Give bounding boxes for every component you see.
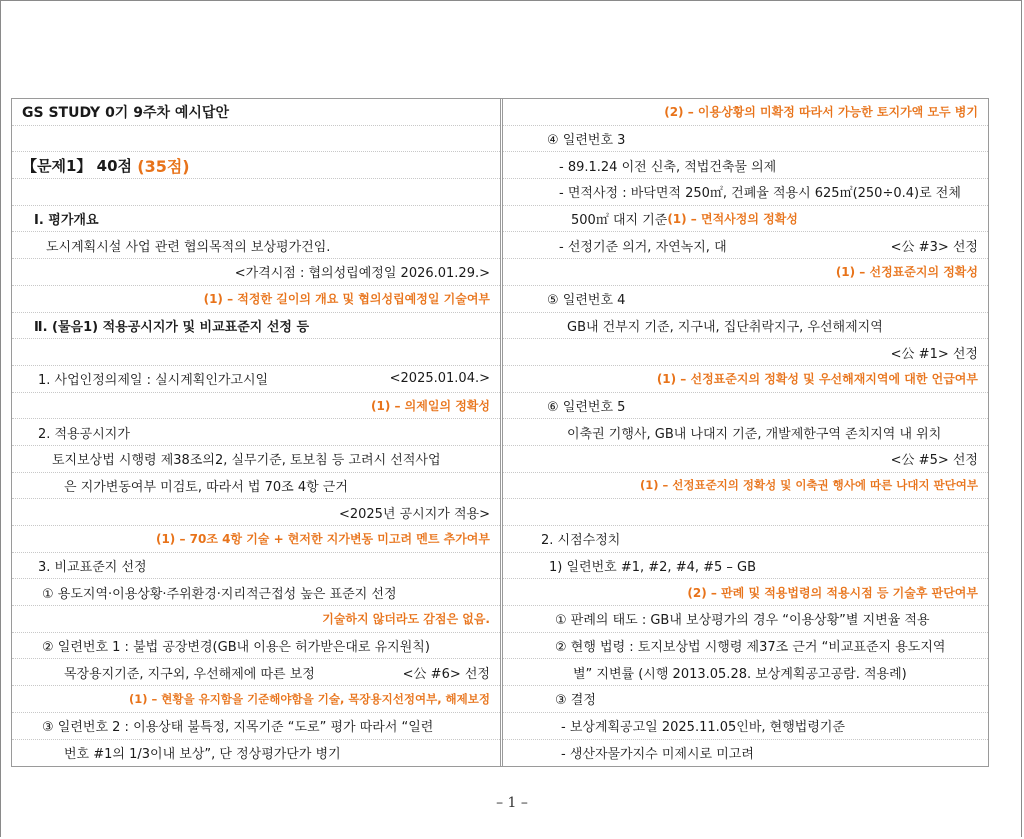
grading-note: 기술하지 않더라도 감점은 없음. [12,606,500,633]
question-heading [12,152,500,179]
body-line: 번호 #1의 1/3이내 보상”, 단 정상평가단가 병기 [64,747,341,763]
body-line: 1) 일련번호 #1, #2, #4, #5 – GB [503,553,988,580]
body-line: <2025년 공시지가 적용> [12,499,500,526]
body-line: - 면적사정 : 바닥면적 250㎡, 건폐율 적용시 625㎡(250÷0.4)로 전체 [503,179,988,206]
section-heading: Ⅱ. (물음1) 적용공시지가 및 비교표준지 선정 등 [12,313,500,340]
body-line: ② 현행 법령 : 토지보상법 시행령 제37조 근거 “비교표준지 용도지역 [503,633,988,660]
blank-row [12,339,500,366]
subsection-heading: 3. 비교표준지 선정 [12,553,500,580]
grading-note: (1) – 선정표준지의 정확성 [503,259,988,286]
section-heading: Ⅰ. 평가개요 [12,206,500,233]
body-line: 별” 지변률 (시행 2013.05.28. 보상계획공고공람. 적용례) [503,659,988,686]
grading-note: (1) – 면적사정의 정확성 [667,212,798,227]
subsection-heading: 2. 적용공시지가 [12,419,500,446]
body-line: 이축권 기행사, GB내 나대지 기준, 개발제한구역 존치지역 내 위치 [503,419,988,446]
body-line: ⑥ 일련번호 5 [503,393,988,420]
body-line [503,206,988,233]
body-line: ⑤ 일련번호 4 [503,286,988,313]
body-line: ② 일련번호 1 : 불법 공장변경(GB내 이용은 허가받은대로 유지원칙) [12,633,500,660]
grading-note: (1) – 적정한 길이의 개요 및 협의성립예정일 기술여부 [12,286,500,313]
body-line: 은 지가변동여부 미검토, 따라서 법 70조 4항 근거 [12,473,500,500]
body-line: ① 판례의 태도 : GB내 보상평가의 경우 “이용상황”별 지변율 적용 [503,606,988,633]
body-line: <가격시점 : 협의성립예정일 2026.01.29.> [12,259,500,286]
body-pick: <公 #6> 선정 [402,666,490,682]
blank-row [12,126,500,153]
left-column [12,99,500,766]
blank-row [503,499,988,526]
grading-note: (1) – 70조 4항 기술 + 현저한 지가변동 미고려 멘트 추가여부 [12,526,500,553]
body-text: 1. 사업인정의제일 : 실시계획인가고시일 [38,373,269,389]
body-line: ③ 결정 [503,686,988,713]
body-text: 목장용지기준, 지구외, 우선해제에 따른 보정 [64,666,315,682]
right-column [503,99,988,766]
body-line: <公 #5> 선정 [503,446,988,473]
body-line [12,366,500,393]
body-line: 도시계획시설 사업 관련 협의목적의 보상평가건임. [12,232,500,259]
body-text: 500㎡ 대지 기준 [571,213,668,229]
body-line: ③ 일련번호 2 : 이용상태 불특정, 지목기준 “도로” 평가 따라서 “일련 [12,713,500,740]
body-line [503,232,988,259]
body-date: <2025.01.04.> [389,371,490,387]
page-number: – 1 – [496,795,528,811]
body-line: - 보상계획공고일 2025.11.05인바, 현행법령기준 [503,713,988,740]
body-line: - 89.1.24 이전 신축, 적법건축물 의제 [503,152,988,179]
body-line: ① 용도지역·이용상황·주위환경·지리적근접성 높은 표준지 선정 [12,579,500,606]
body-line: <公 #1> 선정 [503,339,988,366]
grading-note: (2) – 이용상황의 미확정 따라서 가능한 토지가액 모두 병기 [503,99,988,126]
grading-note: (2) – 판례 및 적용법령의 적용시점 등 기술후 판단여부 [503,579,988,606]
grading-note: (1) – 선정표준지의 정확성 및 이축권 행사에 따른 나대지 판단여부 [503,473,988,500]
answer-sheet [11,98,989,767]
body-text: - 선정기준 의거, 자연녹지, 대 [559,239,727,255]
body-line: GB내 건부지 기준, 지구내, 집단취락지구, 우선해제지역 [503,313,988,340]
grading-note: (1) – 의제일의 정확성 [12,393,500,420]
question-label: 【문제1】 40점 [22,156,133,175]
subsection-heading: 2. 시점수정치 [503,526,988,553]
body-line: - 생산자물가지수 미제시로 미고려 [561,747,754,763]
body-line [12,659,500,686]
question-score: (35점) [137,156,190,176]
body-line: 토지보상법 시행령 제38조의2, 실무기준, 토보침 등 고려시 선적사업 [12,446,500,473]
grading-note: (1) – 현황을 유지함을 기준해야함을 기술, 목장용지선정여부, 해제보정 [12,686,500,713]
grading-note: (1) – 선정표준지의 정확성 및 우선해재지역에 대한 언급여부 [503,366,988,393]
body-line: ④ 일련번호 3 [503,126,988,153]
document-title: GS STUDY 0기 9주차 예시답안 [12,99,500,126]
body-pick: <公 #3> 선정 [890,239,978,255]
blank-row [12,179,500,206]
